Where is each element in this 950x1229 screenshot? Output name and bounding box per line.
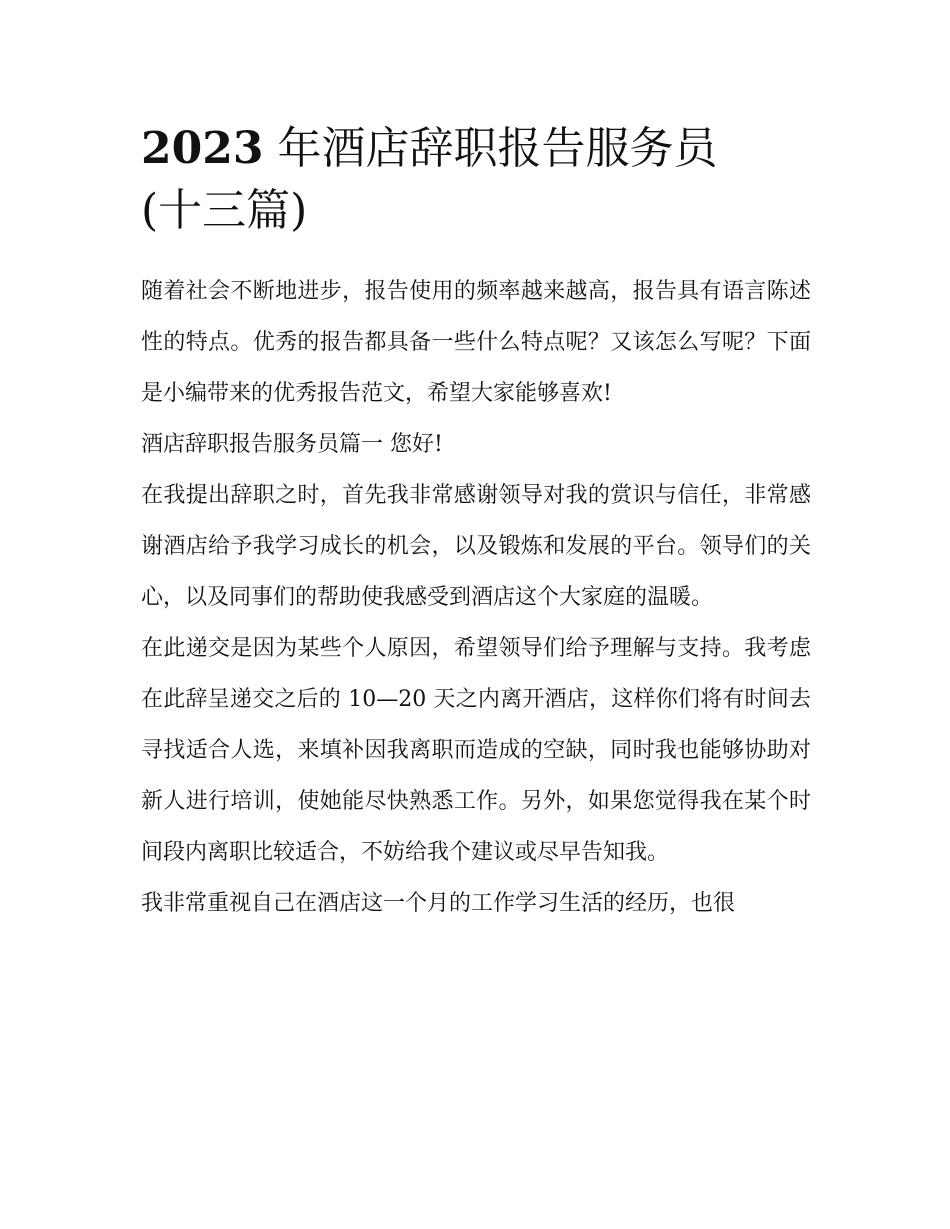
intro-paragraph: 随着社会不断地进步，报告使用的频率越来越高，报告具有语言陈述性的特点。优秀的报告都具备一些什么特点呢？又该怎么写呢？下面是小编带来的优秀报告范文，希望大家能够喜欢!: [141, 279, 811, 406]
body-paragraph: 在此递交是因为某些个人原因，希望领导们给予理解与支持。我考虑在此辞呈递交之后的 10—20 天之内离开酒店，这样你们将有时间去寻找适合人选，来填补因我离职而造成的空缺，同时我也能够协助对新人进行培训，使她能尽快熟悉工作。另外，如果您觉得我在某个时间段内离职比较适合，不妨给我个建议或尽早告知我。: [141, 636, 811, 865]
title-line-2: (十三篇): [141, 185, 308, 236]
body-paragraph: 在我提出辞职之时，首先我非常感谢领导对我的赏识与信任，非常感谢酒店给予我学习成长的机会，以及锻炼和发展的平台。领导们的关心，以及同事们的帮助使我感受到酒店这个大家庭的温暖。: [141, 483, 811, 610]
body-paragraph: 我非常重视自己在酒店这一个月的工作学习生活的经历，也很: [141, 891, 736, 916]
document-title: [141, 118, 811, 242]
section-heading: 酒店辞职报告服务员篇一 您好!: [141, 432, 443, 457]
document-page: [141, 118, 811, 929]
title-line-1: [141, 118, 811, 180]
document-body: [141, 266, 811, 929]
title-year: 2023: [141, 123, 264, 174]
title-line-1-text: 年酒店辞职报告服务员: [263, 123, 718, 174]
